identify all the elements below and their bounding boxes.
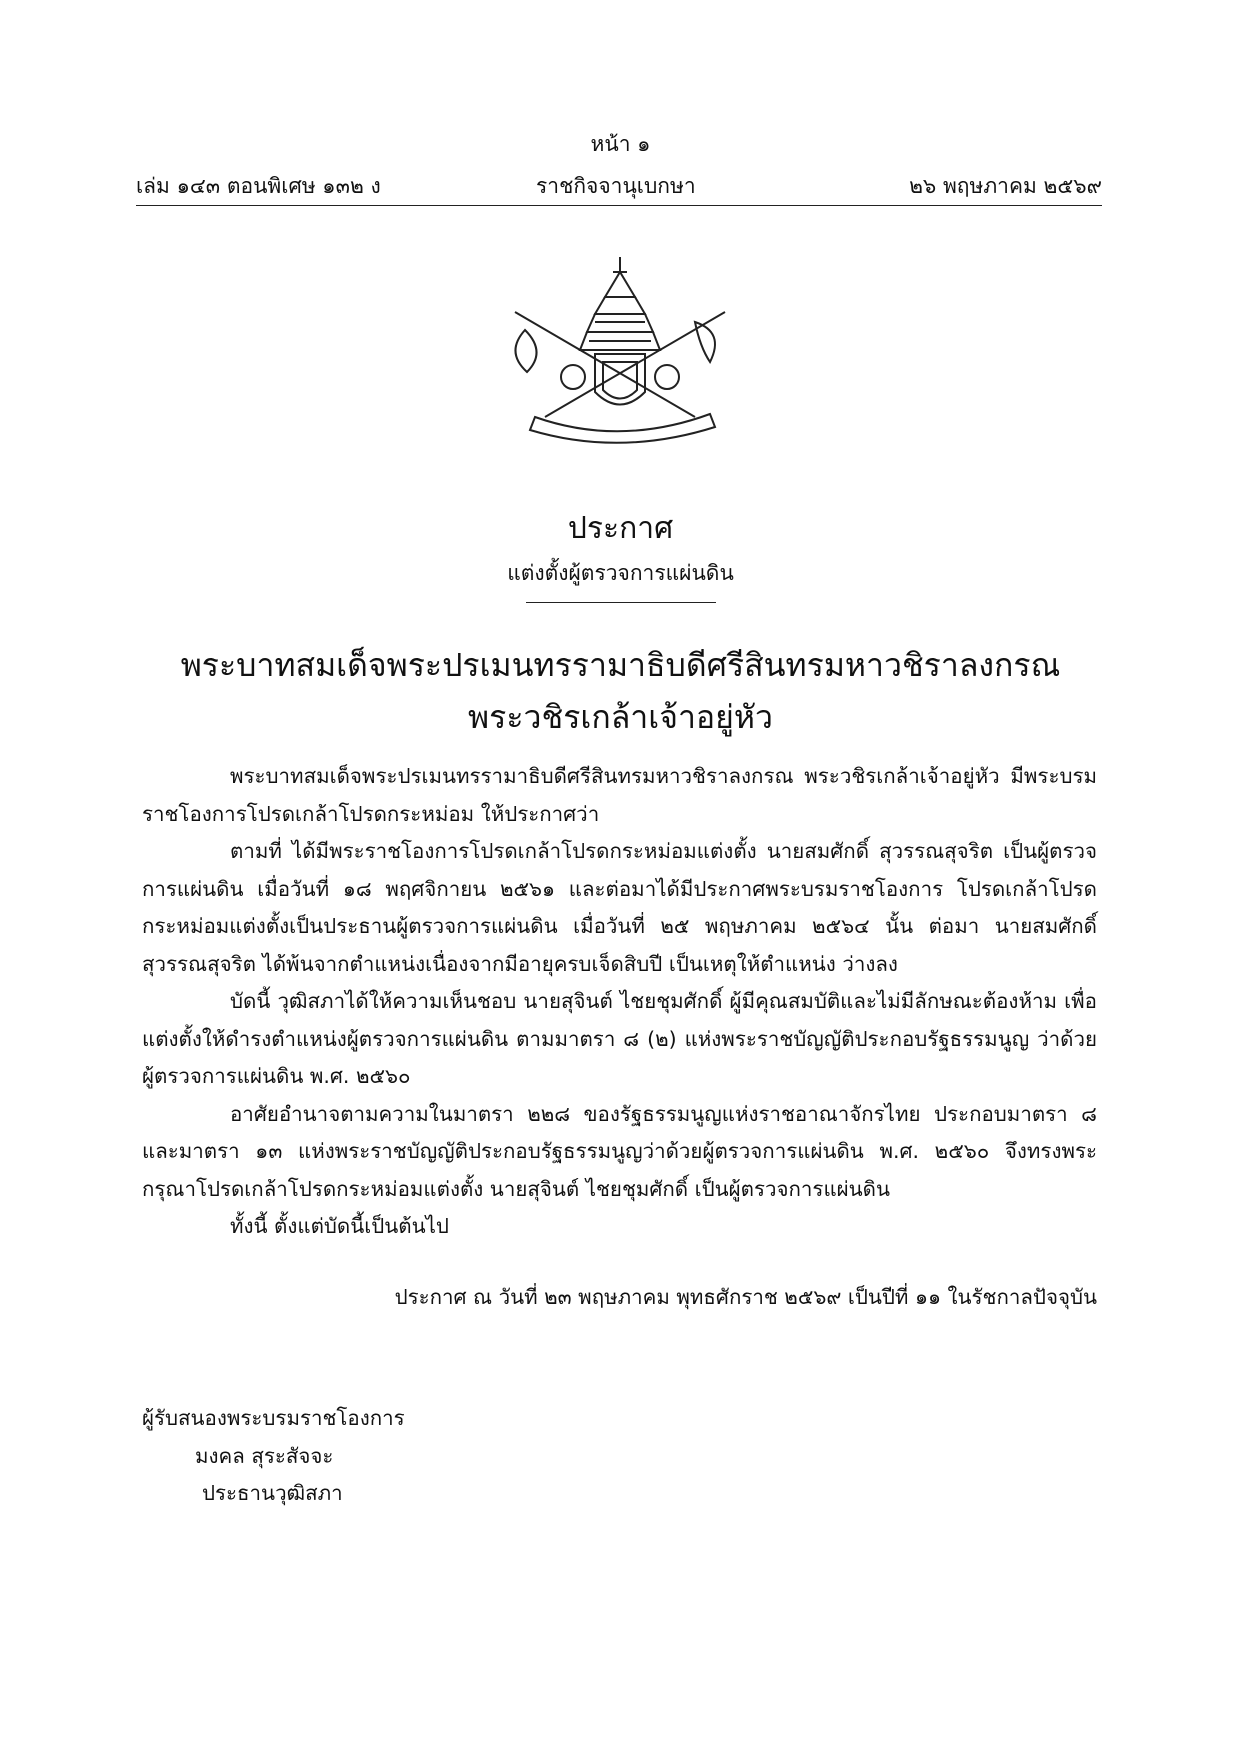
body-paragraph: อาศัยอำนาจตามความในมาตรา ๒๒๘ ของรัฐธรรมนูญแห่งราชอาณาจักรไทย ประกอบมาตรา ๘ และมาตรา ๑๓ แห่งพระราชบัญญัติประกอบรัฐธรรมนูญว่าด้วยผู้ตรวจการแผ่นดิน พ.ศ. ๒๕๖๐ จึงทรงพระกรุณาโปรดเกล้าโปรดกระหม่อมแต่งตั้ง นายสุจินต์ ไชยชุมศักดิ์ เป็นผู้ตรวจการแผ่นดิน: [142, 1101, 1097, 1201]
signatory-name: มงคล สุระสัจจะ: [195, 1443, 334, 1468]
gazette-name: ราชกิจจานุเบกษา: [536, 174, 696, 198]
king-name-line1: พระบาทสมเด็จพระปรเมนทรรามาธิบดีศรีสินทรมหาวชิราลงกรณ: [180, 646, 1061, 684]
announcement-date-line: ประกาศ ณ วันที่ ๒๓ พฤษภาคม พุทธศักราช ๒๕๖๙ เป็นปีที่ ๑๑ ในรัชกาลปัจจุบัน: [394, 1284, 1097, 1309]
announcement-subtitle: แต่งตั้งผู้ตรวจการแผ่นดิน: [507, 561, 734, 585]
signature-block: [142, 1400, 405, 1513]
announcement-title: ประกาศ: [567, 511, 674, 546]
royal-garuda-emblem-icon: [495, 252, 745, 452]
page-number: หน้า ๑: [590, 132, 651, 156]
volume-info: เล่ม ๑๔๓ ตอนพิเศษ ๑๓๒ ง: [136, 174, 381, 198]
body-paragraph: พระบาทสมเด็จพระปรเมนทรรามาธิบดีศรีสินทรมหาวชิราลงกรณ พระวชิรเกล้าเจ้าอยู่หัว มีพระบรมราชโองการโปรดเกล้าโปรดกระหม่อม ให้ประกาศว่า: [142, 764, 1097, 826]
signatory-position: ประธานวุฒิสภา: [202, 1481, 343, 1505]
body-paragraph: ตามที่ ได้มีพระราชโองการโปรดเกล้าโปรดกระหม่อมแต่งตั้ง นายสมศักดิ์ สุวรรณสุจริต เป็นผู้ตรวจการแผ่นดิน เมื่อวันที่ ๑๘ พฤศจิกายน ๒๕๖๑ และต่อมาได้มีประกาศพระบรมราชโองการ โปรดเกล้าโปรดกระหม่อมแต่งตั้งเป็นประธานผู้ตรวจการแผ่นดิน เมื่อวันที่ ๒๕ พฤษภาคม ๒๕๖๔ นั้น ต่อมา นายสมศักดิ์ สุวรรณสุจริต ได้พ้นจากตำแหน่งเนื่องจากมีอายุครบเจ็ดสิบปี เป็นเหตุให้ตำแหน่ง ว่างลง: [142, 839, 1097, 976]
title-divider: [526, 602, 716, 603]
gazette-header: [136, 170, 1102, 204]
countersign-label: ผู้รับสนองพระบรมราชโองการ: [142, 1406, 405, 1430]
gazette-date: ๒๖ พฤษภาคม ๒๕๖๙: [909, 174, 1102, 198]
king-name-line2: พระวชิรเกล้าเจ้าอยู่หัว: [468, 698, 773, 736]
header-divider: [136, 205, 1102, 206]
body-paragraph: บัดนี้ วุฒิสภาได้ให้ความเห็นชอบ นายสุจินต์ ไชยชุมศักดิ์ ผู้มีคุณสมบัติและไม่มีลักษณะต้องห้าม เพื่อแต่งตั้งให้ดำรงตำแหน่งผู้ตรวจการแผ่นดิน ตามมาตรา ๘ (๒) แห่งพระราชบัญญัติประกอบรัฐธรรมนูญ ว่าด้วยผู้ตรวจการแผ่นดิน พ.ศ. ๒๕๖๐: [142, 989, 1097, 1088]
body-paragraph: ทั้งนี้ ตั้งแต่บัดนี้เป็นต้นไป: [230, 1214, 449, 1238]
announcement-body: [142, 758, 1097, 1316]
